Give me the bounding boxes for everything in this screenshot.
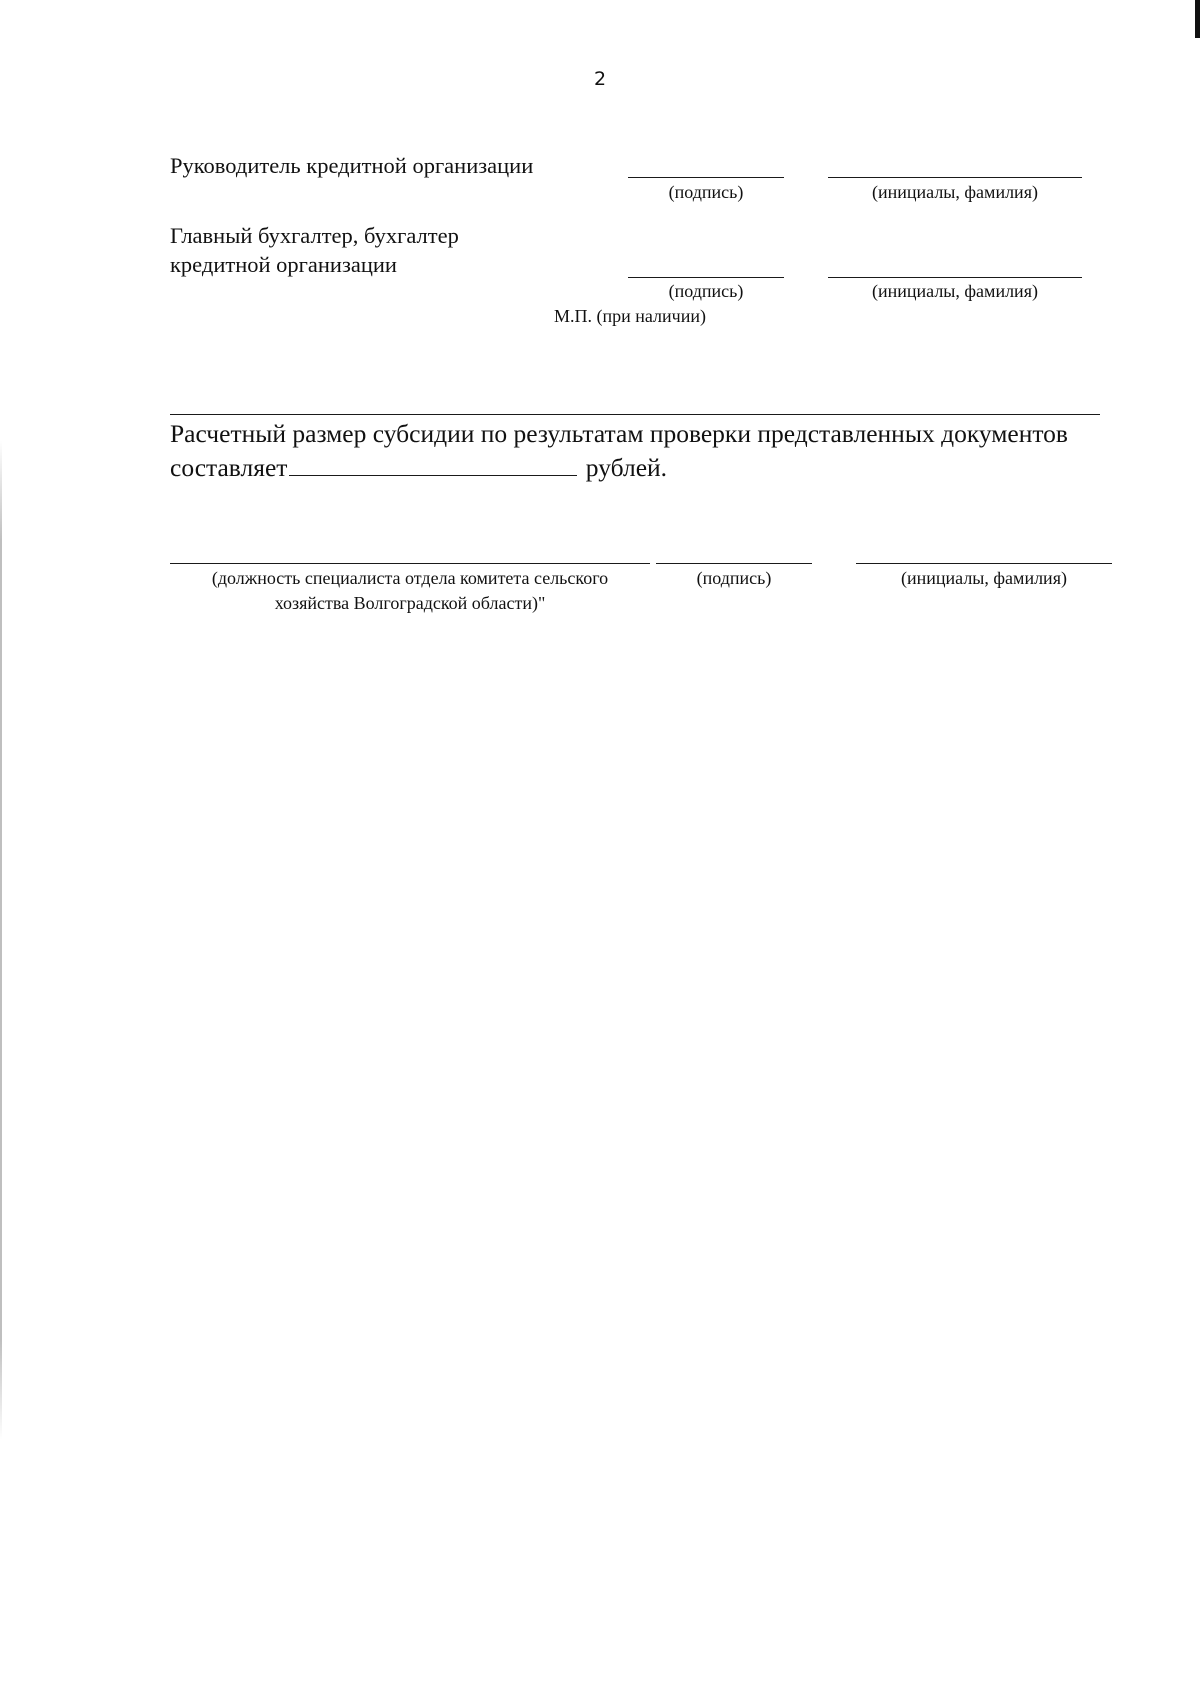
specialist-name-line: [856, 563, 1112, 564]
specialist-signature-caption: (подпись): [696, 568, 772, 588]
specialist-signature-line: [656, 563, 812, 564]
head-label: Руководитель кредитной организации: [170, 153, 534, 178]
chief-accountant-name-caption: (инициалы, фамилия): [872, 281, 1038, 301]
subsidy-text-line1: Расчетный размер субсидии по результатам проверки представленных документов: [170, 419, 1068, 448]
subsidy-prefix: составляет: [170, 453, 288, 482]
specialist-name-caption: (инициалы, фамилия): [901, 568, 1067, 588]
chief-accountant-label-line2: кредитной организации: [170, 252, 397, 277]
head-signature-caption: (подпись): [668, 182, 744, 202]
subsidy-suffix: рублей.: [585, 453, 668, 482]
chief-accountant-signature-caption: (подпись): [668, 281, 744, 301]
page-number: 2: [593, 68, 607, 90]
subsidy-text-line2: [170, 451, 1110, 485]
head-signature-line: [628, 177, 784, 178]
stamp-note: М.П. (при наличии): [554, 306, 706, 326]
chief-accountant-name-line: [828, 277, 1082, 278]
scan-edge-mark: [1195, 0, 1200, 38]
specialist-position-caption-line2: хозяйства Волгоградской области)": [274, 593, 546, 613]
head-name-line: [828, 177, 1082, 178]
specialist-position-line: [170, 563, 650, 564]
subsidy-amount-field[interactable]: [289, 451, 577, 476]
specialist-position-caption-line1: (должность специалиста отдела комитета сельского: [211, 568, 609, 588]
chief-accountant-signature-line: [628, 277, 784, 278]
chief-accountant-label-line1: Главный бухгалтер, бухгалтер: [170, 223, 459, 248]
scan-edge-shadow: [0, 440, 2, 1440]
head-name-caption: (инициалы, фамилия): [872, 182, 1038, 202]
section-divider: [170, 414, 1100, 415]
